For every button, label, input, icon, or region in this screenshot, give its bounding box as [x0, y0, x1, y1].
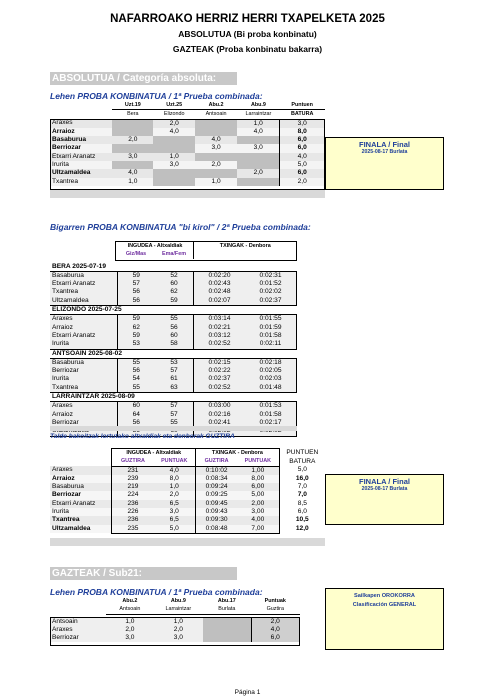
team-name: Txantrea — [52, 177, 79, 185]
total-cell: 6,0 — [251, 634, 299, 642]
score-cell: 2,0 — [169, 119, 179, 127]
team-name: Ultzamaldea — [50, 297, 117, 306]
subheader: PUNTUAK — [237, 457, 279, 466]
team-name: Ultzamaldea — [52, 524, 91, 532]
score-cell: 3,0 — [125, 634, 135, 642]
subheader-men: Giz/Mas — [125, 251, 147, 258]
team-name: Berriozar — [52, 491, 81, 499]
result-cell: 64 — [117, 411, 155, 419]
general-title: Sailkapen OROKORRA — [354, 593, 415, 599]
team-name: Araxes — [50, 402, 117, 411]
table-row — [50, 315, 297, 324]
subtitle-absolute: ABSOLUTUA (Bi proba konbinatu) — [178, 29, 317, 39]
header-venue: Burlata — [203, 605, 251, 614]
table-row — [50, 324, 297, 332]
document-title: NAFARROAKO HERRIZ HERRI TXAPELKETA 2025 — [110, 13, 385, 25]
result-cell: 239 — [112, 475, 153, 483]
team-name: Txantrea — [52, 288, 79, 296]
round1-footer-band — [50, 190, 325, 198]
header-date: Abu.17 — [217, 598, 236, 604]
total-cell: 6,0 — [280, 136, 325, 144]
table-row — [50, 280, 297, 288]
table-row — [50, 340, 297, 349]
table-row — [50, 508, 325, 516]
totals-table — [50, 448, 325, 534]
sum-header: PUNTUEN — [286, 448, 319, 456]
blank-cell — [50, 242, 117, 250]
result-cell: 57 — [117, 280, 155, 288]
result-cell: 0:02:37 — [194, 375, 245, 383]
round1-border — [50, 119, 325, 190]
result-cell: 0:02:15 — [194, 358, 245, 367]
total-cell: 7,0 — [279, 483, 325, 491]
group-header-anvil: INGUDEA - Altxaldiak — [112, 449, 196, 458]
blank-cell — [50, 605, 106, 614]
venue-header-row — [50, 263, 297, 272]
total-cell: 2,0 — [251, 618, 299, 626]
score-cell: 4,0 — [169, 127, 179, 135]
table-row — [50, 375, 297, 383]
result-cell: 0:09:30 — [196, 516, 237, 524]
blank-cell — [50, 110, 112, 119]
total-cell: 10,5 — [279, 516, 325, 524]
result-cell: 0:01:55 — [245, 315, 297, 324]
result-cell: 53 — [117, 340, 155, 349]
totals-title: Talde bakoitzak lortutako altxaldiak eta denborak GUZTIRA — [50, 433, 235, 440]
venue-header-row — [50, 393, 297, 402]
sub21-title: Lehen PROBA KONBINATUA / 1ª Prueba combinada: — [50, 587, 263, 597]
total-cell: 16,0 — [279, 475, 325, 483]
result-cell: 55 — [117, 384, 155, 393]
score-cell: 3,0 — [253, 144, 263, 152]
result-cell: 3,0 — [169, 508, 179, 516]
result-cell: 0:02:16 — [194, 411, 245, 419]
total-cell: 2,0 — [280, 178, 325, 186]
result-cell: 56 — [117, 367, 155, 375]
result-cell: 8,00 — [237, 475, 279, 483]
result-cell: 4,0 — [169, 466, 179, 474]
header-venue: Antsoain — [195, 110, 237, 119]
result-cell: 5,0 — [153, 525, 195, 534]
result-cell: 0:08:34 — [196, 475, 237, 483]
totals-footer-band — [50, 538, 325, 546]
result-cell: 6,00 — [237, 483, 279, 491]
table-row — [50, 500, 325, 508]
result-cell: 0:03:00 — [194, 402, 245, 411]
header-date: Uzt.25 — [166, 102, 183, 108]
team-name: Arraioz — [52, 410, 73, 418]
team-name: Antsoain — [52, 617, 78, 625]
result-cell: 0:02:11 — [245, 340, 297, 349]
score-cell: 4,0 — [128, 169, 138, 177]
header-date: Abu.9 — [250, 102, 266, 108]
result-cell: 0:01:58 — [245, 411, 297, 419]
result-cell: 0:09:45 — [196, 500, 237, 508]
result-cell: 6,5 — [169, 499, 179, 507]
final-title: FINALA / Final — [359, 140, 410, 149]
header-date: Abu.9 — [170, 598, 186, 604]
result-cell: 0:01:48 — [245, 384, 297, 393]
subheader: PUNTUAK — [153, 457, 195, 466]
header-date: Abu.2 — [122, 598, 138, 604]
result-cell: 0:02:07 — [194, 297, 245, 306]
result-cell: 0:02:20 — [194, 271, 245, 280]
result-cell: 0:01:52 — [245, 280, 297, 288]
result-cell: 0:02:17 — [245, 419, 297, 427]
result-cell: 0:01:59 — [245, 324, 297, 332]
venue-header-row — [50, 306, 297, 315]
score-cell: 2,0 — [253, 169, 263, 177]
team-name: Berriozar — [52, 418, 79, 426]
header-date: Uzt.19 — [124, 102, 141, 108]
total-cell: 8,5 — [279, 500, 325, 508]
score-cell: 2,0 — [211, 161, 221, 169]
header-venue: Antsoain — [106, 605, 154, 614]
team-name: Arraioz — [52, 323, 73, 331]
table-row — [50, 411, 297, 419]
result-cell: 0:01:53 — [245, 402, 297, 411]
group-header-chains: TXINGAK - Denbora — [196, 449, 280, 458]
venue-date-label: BERA 2025-07-19 — [52, 262, 106, 270]
result-cell: 59 — [117, 332, 155, 340]
result-cell: 0:09:43 — [196, 508, 237, 516]
total-cell: 5,0 — [280, 161, 325, 169]
team-name: Txantrea — [52, 516, 80, 524]
final-title-2: FINALA / Final — [359, 477, 410, 486]
team-name: Ultzamaldea — [52, 169, 91, 177]
page-number: Página 1 — [234, 689, 261, 696]
total-cell: 8,0 — [280, 128, 325, 136]
result-cell: 62 — [117, 324, 155, 332]
team-name: Basaburua — [50, 358, 117, 367]
score-cell: 3,0 — [211, 144, 221, 152]
team-name: Arraioz — [52, 474, 75, 482]
subheader: GUZTIRA — [112, 457, 153, 466]
total-cell: 6,0 — [280, 169, 325, 177]
result-cell: 0:02:52 — [194, 384, 245, 393]
result-cell: 0:02:22 — [194, 367, 245, 375]
result-cell: 4,00 — [237, 516, 279, 524]
blank-cell — [245, 250, 297, 258]
score-cell: 2,0 — [173, 625, 183, 633]
final-date: 2025-08-17 Burlata — [361, 149, 408, 155]
score-cell: 4,0 — [253, 127, 263, 135]
venue-date-label: ANTSOAIN 2025-08-02 — [52, 349, 122, 357]
team-name: Araxes — [52, 119, 73, 127]
score-cell: 3,0 — [128, 152, 138, 160]
round2-table — [50, 242, 297, 437]
result-cell: 55 — [170, 418, 178, 426]
result-cell: 59 — [117, 271, 155, 280]
result-cell: 55 — [117, 358, 155, 367]
table-row — [50, 466, 325, 475]
table-row — [50, 402, 297, 411]
result-cell: 0:08:48 — [196, 525, 237, 534]
final-box-round1 — [325, 137, 444, 190]
sub21-border — [50, 617, 300, 646]
result-cell: 0:02:05 — [245, 367, 297, 375]
result-cell: 61 — [170, 375, 178, 383]
result-cell: 231 — [112, 466, 153, 475]
totals-header-sub — [50, 457, 325, 466]
header-venue: Larraintzar — [154, 605, 202, 614]
total-cell: 4,0 — [280, 153, 325, 161]
table-row — [50, 288, 297, 296]
table-row — [50, 271, 297, 280]
result-cell: 236 — [112, 500, 153, 508]
team-name: Etxarri Aranatz — [52, 152, 96, 160]
score-cell: 1,0 — [173, 617, 183, 625]
score-cell: 1,0 — [125, 617, 135, 625]
sum-header: BATURA — [289, 457, 316, 465]
total-cell: 3,0 — [280, 119, 325, 128]
table-row — [50, 525, 325, 534]
total-cell: 12,0 — [279, 525, 325, 534]
team-name: Irurita — [52, 375, 69, 383]
table-row — [50, 483, 325, 491]
blank-cell — [50, 457, 112, 466]
header-date: Abu.2 — [208, 102, 224, 108]
table-row — [50, 297, 297, 306]
group-header-chains: TXINGAK - Denbora — [194, 242, 297, 250]
result-cell: 7,00 — [237, 525, 279, 534]
header-date: Puntuak — [264, 598, 286, 604]
result-cell: 60 — [170, 331, 178, 339]
result-cell: 226 — [112, 508, 153, 516]
round1-header-dates — [50, 101, 325, 110]
result-cell: 0:03:14 — [194, 315, 245, 324]
team-name: Arraioz — [52, 127, 75, 135]
totals-header-groups — [50, 449, 325, 458]
header-venue: Guztira — [251, 605, 299, 614]
subtitle-youth: GAZTEAK (Proba konbinatu bakarra) — [172, 44, 323, 54]
score-cell: 1,0 — [169, 152, 179, 160]
table-row — [50, 384, 297, 393]
result-cell: 60 — [170, 280, 178, 288]
table-row — [50, 516, 325, 524]
score-cell: 1,0 — [211, 177, 221, 185]
team-name: Araxes — [52, 625, 73, 633]
result-cell: 62 — [170, 288, 178, 296]
result-cell: 59 — [155, 297, 194, 306]
round2-title: Bigarren PROBA KONBINATUA "bi kirol" / 2ª Prueba combinada: — [50, 222, 311, 232]
round2-footer-band — [50, 426, 297, 431]
result-cell: 0:09:25 — [196, 491, 237, 499]
table-row — [50, 367, 297, 375]
score-cell: 3,0 — [173, 634, 183, 642]
total-cell: 4,0 — [251, 626, 299, 634]
section-bar-sub21: GAZTEAK / Sub21: — [50, 567, 237, 580]
result-cell: 0:03:12 — [194, 332, 245, 340]
result-cell: 0:09:24 — [196, 483, 237, 491]
round1-title: Lehen PROBA KONBINATUA / 1ª Prueba combinada: — [50, 91, 263, 101]
general-classification-box — [325, 588, 444, 650]
header-venue: Elizondo — [153, 110, 195, 119]
result-cell: 0:02:48 — [194, 288, 245, 296]
total-cell: 7,0 — [279, 491, 325, 499]
result-cell: 59 — [117, 315, 155, 324]
result-cell: 3,00 — [237, 508, 279, 516]
round1-header-venues — [50, 110, 325, 119]
team-name: Berriozar — [52, 634, 79, 642]
total-cell: 6,0 — [280, 144, 325, 152]
venue-date-label: LARRAINTZAR 2025-08-09 — [52, 393, 135, 401]
sub21-header-venues — [50, 605, 300, 614]
result-cell: 0:02:21 — [194, 324, 245, 332]
score-cell: 2,0 — [128, 136, 138, 144]
result-cell: 8,0 — [169, 474, 179, 482]
subheader-women: Ema/Fem — [162, 251, 186, 258]
team-name: Berriozar — [52, 144, 81, 152]
result-cell: 56 — [117, 419, 155, 427]
group-header-anvil: INGUDEA - Altxaldiak — [127, 243, 183, 249]
blank-cell — [50, 101, 112, 110]
table-row — [50, 358, 297, 367]
result-cell: 56 — [117, 288, 155, 296]
header-venue: Larraintzar — [237, 110, 280, 119]
team-name: Etxarri Aranatz — [52, 280, 96, 288]
result-cell: 5,00 — [237, 491, 279, 499]
blank-cell — [50, 449, 112, 458]
venue-header-row — [50, 349, 297, 358]
result-cell: 52 — [155, 271, 194, 280]
result-cell: 56 — [170, 323, 178, 331]
round2-header-groups — [50, 242, 297, 250]
result-cell: 6,5 — [169, 516, 179, 524]
result-cell: 57 — [155, 402, 194, 411]
result-cell: 0:02:02 — [245, 288, 297, 296]
result-cell: 0:02:31 — [245, 271, 297, 280]
result-cell: 236 — [112, 516, 153, 524]
blank-cell — [194, 250, 245, 258]
result-cell: 57 — [170, 367, 178, 375]
result-cell: 235 — [112, 525, 153, 534]
result-cell: 0:02:03 — [245, 375, 297, 383]
team-name: Basaburua — [50, 271, 117, 280]
result-cell: 56 — [117, 297, 155, 306]
total-cell: 5,0 — [279, 466, 325, 475]
result-cell: 54 — [117, 375, 155, 383]
result-cell: 0:02:52 — [194, 340, 245, 349]
final-date-2: 2025-08-17 Burlata — [361, 486, 408, 492]
team-name: Irurita — [52, 161, 69, 169]
final-box-totals — [325, 474, 444, 525]
subheader: GUZTIRA — [196, 457, 237, 466]
result-cell: 60 — [117, 402, 155, 411]
result-cell: 0:01:58 — [245, 332, 297, 340]
result-cell: 1,0 — [169, 483, 179, 491]
table-row — [50, 332, 297, 340]
header-venue: Bera — [112, 110, 153, 119]
result-cell: 53 — [155, 358, 194, 367]
header-venue: BATURA — [280, 110, 325, 119]
result-cell: 0:10:02 — [196, 466, 237, 475]
team-name: Basaburua — [52, 136, 87, 144]
team-name: Txantrea — [50, 384, 117, 393]
total-cell: 6,0 — [279, 508, 325, 516]
venue-date-label: ELIZONDO 2025-07-25 — [52, 306, 122, 314]
result-cell: 58 — [155, 340, 194, 349]
result-cell: 2,0 — [169, 491, 179, 499]
general-subtitle: Clasificación GENERAL — [352, 602, 417, 608]
result-cell: 219 — [112, 483, 153, 491]
team-name: Irurita — [50, 340, 117, 349]
team-name: Etxarri Aranatz — [52, 499, 96, 507]
blank-cell — [50, 597, 106, 605]
blank-cell — [50, 250, 117, 258]
team-name: Basaburua — [52, 483, 84, 491]
section-bar-absolute: ABSOLUTUA / Categoría absoluta: — [50, 72, 237, 85]
result-cell: 0:02:41 — [194, 419, 245, 427]
table-row — [50, 491, 325, 499]
score-cell: 1,0 — [253, 119, 263, 127]
result-cell: 1,00 — [237, 466, 279, 475]
header-date: Puntuen — [291, 102, 313, 108]
result-cell: 224 — [112, 491, 153, 499]
team-name: Etxarri Aranatz — [52, 331, 96, 339]
score-cell: 2,0 — [125, 625, 135, 633]
result-cell: 63 — [155, 384, 194, 393]
score-cell: 1,0 — [128, 177, 138, 185]
result-cell: 0:02:18 — [245, 358, 297, 367]
team-name: Berriozar — [52, 367, 79, 375]
score-cell: 4,0 — [211, 136, 221, 144]
result-cell: 55 — [155, 315, 194, 324]
team-name: Araxes — [50, 315, 117, 324]
result-cell: 0:02:43 — [194, 280, 245, 288]
team-name: Irurita — [52, 508, 69, 516]
team-name: Araxes — [52, 466, 73, 474]
round2-header-sub — [50, 250, 297, 258]
score-cell: 3,0 — [169, 161, 179, 169]
result-cell: 0:02:37 — [245, 297, 297, 306]
result-cell: 57 — [170, 410, 178, 418]
table-row — [50, 475, 325, 483]
result-cell: 2,00 — [237, 500, 279, 508]
sub21-header-dates — [50, 597, 300, 605]
